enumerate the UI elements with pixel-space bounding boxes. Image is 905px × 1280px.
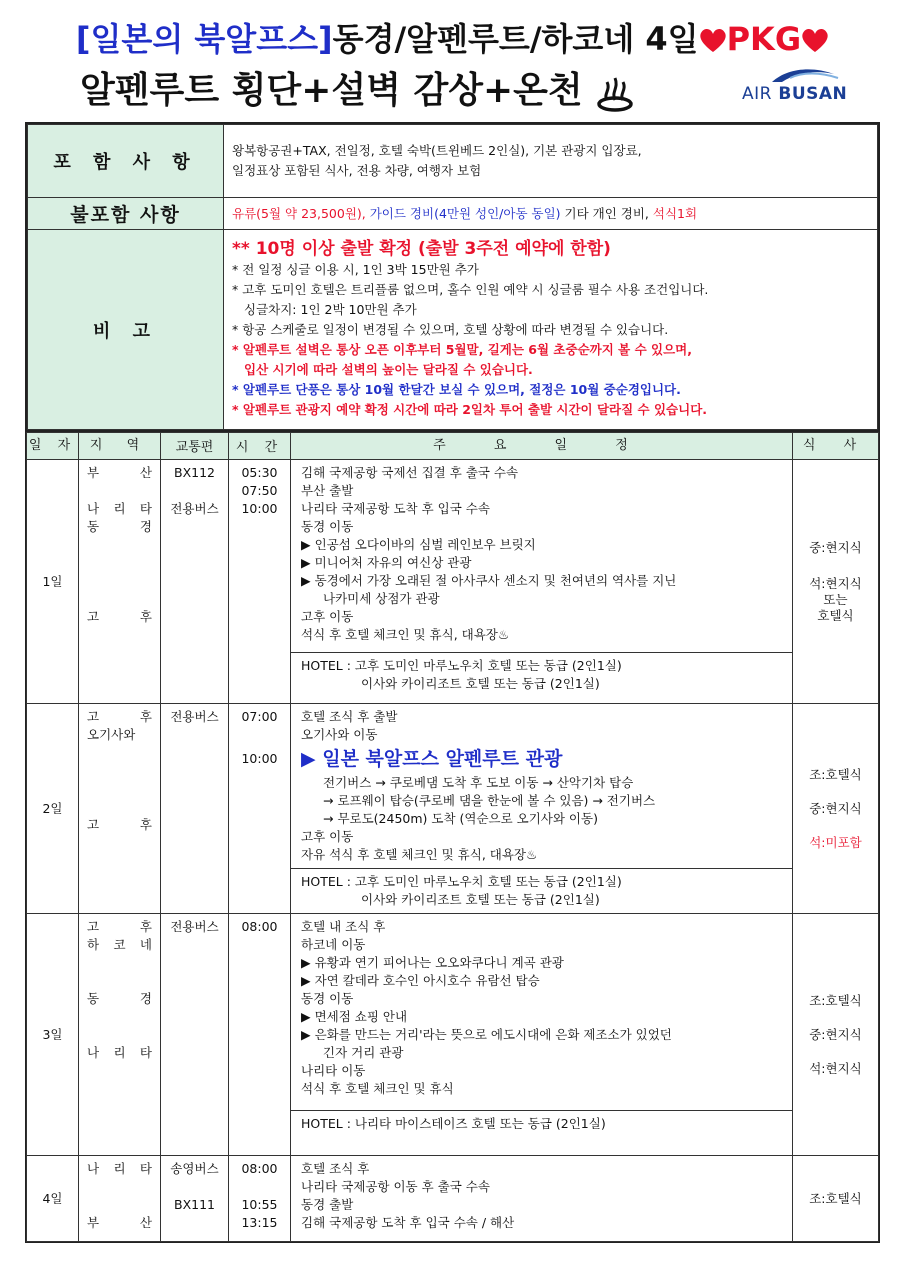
exclude-personal: 기타 개인 경비,: [560, 205, 653, 221]
itinerary-item: ▶ 인공섬 오다이바의 심벌 레인보우 브릿지: [301, 537, 536, 552]
transport-cell: [161, 460, 229, 704]
meal-breakfast: 조:호텔식: [809, 766, 862, 782]
logo-busan: BUSAN: [778, 84, 848, 104]
day-label: 4일: [27, 1156, 79, 1242]
time-value: 10:00: [241, 751, 278, 766]
region-cell: [79, 460, 161, 704]
meal-cell: [793, 1156, 879, 1242]
meal-lunch: 중:현지식: [809, 800, 862, 816]
region-kofu: 고 후: [87, 919, 152, 934]
include-line: 일정표상 포함된 식사, 전용 차량, 여행자 보험: [232, 163, 482, 178]
meal-breakfast: 조:호텔식: [809, 992, 862, 1008]
region-tokyo: 동 경: [87, 991, 152, 1006]
day-row-1: [27, 460, 879, 704]
page-subtitle: [80, 62, 635, 113]
itinerary-cell: [291, 1156, 793, 1242]
itinerary-item: 김해 국제공항 도착 후 입국 수속 / 해산: [301, 1215, 515, 1230]
transport-bus: 전용버스: [170, 501, 219, 516]
logo-air: AIR: [742, 84, 772, 104]
region-hakone: 하 코 네: [87, 937, 152, 952]
hotel-line: 이사와 카이리조트 호텔 또는 동급 (2인1실): [361, 892, 600, 907]
time-cell: [229, 1156, 291, 1242]
page-title: [0, 14, 905, 60]
include-line: 왕복항공권+TAX, 전일정, 호텔 숙박(트윈베드 2인실), 기본 관광지 입장료,: [232, 143, 642, 158]
region-tokyo: 동 경: [87, 519, 152, 534]
region-cell: [79, 914, 161, 1156]
time-value: 10:00: [241, 501, 278, 516]
heart-icon: [699, 27, 727, 53]
itinerary-cell: [291, 704, 793, 914]
schedule-box: [25, 431, 880, 1243]
region-narita: 나 리 타: [87, 501, 152, 516]
itinerary-item: 부산 출발: [301, 483, 354, 498]
itinerary-item: 고후 이동: [301, 829, 354, 844]
itinerary-item: 동경 출발: [301, 1197, 354, 1212]
subtitle-text: 알펜루트 횡단+설벽 감상+온천: [80, 70, 583, 111]
header-day: 일 자: [27, 433, 79, 460]
note-item: 싱글차지: 1인 2박 10만원 추가: [244, 301, 417, 317]
meal-dinner-alt: 또는: [823, 591, 848, 607]
itinerary-item: → 무로도(2450m) 도착 (역순으로 오기사와 이동): [323, 811, 598, 826]
transport-cell: [161, 914, 229, 1156]
time-value: 08:00: [241, 919, 278, 934]
hotel-info: [291, 652, 792, 697]
region-kofu: 고 후: [87, 817, 152, 832]
itinerary-item: 나리타 이동: [301, 1063, 366, 1078]
info-table: [27, 124, 878, 430]
header-transport: 교통편: [161, 433, 229, 460]
notes-content: [224, 230, 878, 430]
header-itinerary: 주 요 일 정: [291, 433, 793, 460]
itinerary-item: 김해 국제공항 국제선 집결 후 출국 수속: [301, 465, 519, 480]
itinerary-item: ▶ 자연 칼데라 호수인 아시호수 유람선 탑승: [301, 973, 540, 988]
hotel-line: HOTEL : 고후 도미인 마루노우치 호텔 또는 동급 (2인1실): [301, 658, 622, 673]
info-box: [25, 122, 880, 432]
hotel-info: [291, 1110, 792, 1137]
note-item: * 고후 도미인 호텔은 트리플룸 없으며, 홀수 인원 예약 시 싱글룸 필수 사용 조건입니다.: [232, 281, 709, 297]
time-value: 05:30: [241, 465, 278, 480]
time-cell: [229, 704, 291, 914]
itinerary-item: 하코네 이동: [301, 937, 366, 952]
transport-cell: [161, 1156, 229, 1242]
note-item: * 전 일정 싱글 이용 시, 1인 3박 15만원 추가: [232, 261, 479, 277]
itinerary-item: 호텔 내 조식 후: [301, 919, 386, 934]
title-pkg: PKG: [726, 20, 802, 58]
transport-bus: 전용버스: [170, 709, 219, 724]
time-cell: [229, 460, 291, 704]
itinerary-item: ▶ 면세점 쇼핑 안내: [301, 1009, 408, 1024]
flight-number: BX112: [174, 465, 215, 480]
hotel-info: [291, 868, 792, 913]
notes-label: 비 고: [28, 230, 224, 430]
hotel-line: HOTEL : 나리타 마이스테이즈 호텔 또는 동급 (2인1실): [301, 1116, 606, 1131]
meal-lunch: 중:현지식: [809, 1026, 862, 1042]
meal-dinner-alt: 호텔식: [817, 607, 854, 623]
itinerary-item: 나카미세 상점가 관광: [323, 591, 440, 606]
time-value: 10:55: [241, 1197, 278, 1212]
header-meal: 식 사: [793, 433, 879, 460]
header-time: 시 간: [229, 433, 291, 460]
exclude-guide: 가이드 경비(4만원 성인/아동 동일): [369, 205, 561, 221]
transport-cell: [161, 704, 229, 914]
region-narita: 나 리 타: [87, 1161, 152, 1176]
itinerary-item: 전기버스 → 쿠로베댐 도착 후 도보 이동 → 산악기차 탑승: [323, 775, 634, 790]
itinerary-item: 동경 이동: [301, 519, 354, 534]
region-cell: [79, 1156, 161, 1242]
air-busan-logo: [742, 64, 852, 110]
itinerary-item: 나리타 국제공항 도착 후 입국 수속: [301, 501, 490, 516]
itinerary-item: 고후 이동: [301, 609, 354, 624]
meal-dinner: 석:현지식: [809, 575, 862, 591]
itinerary-item: 동경 이동: [301, 991, 354, 1006]
day-row-3: [27, 914, 879, 1156]
header-region: 지 역: [79, 433, 161, 460]
meal-breakfast: 조:호텔식: [809, 1190, 862, 1206]
region-kofu: 고 후: [87, 709, 152, 724]
region-busan: 부 산: [87, 1215, 152, 1230]
itinerary-item: 자유 석식 후 호텔 체크인 및 휴식, 대욕장♨: [301, 847, 538, 862]
day-label: 1일: [27, 460, 79, 704]
itinerary-item: ▶ 미니어처 자유의 여신상 관광: [301, 555, 472, 570]
region-busan: 부 산: [87, 465, 152, 480]
exclude-label: 불포함 사항: [28, 198, 224, 230]
day-label: 2일: [27, 704, 79, 914]
note-reservation: * 알펜루트 관광지 예약 확정 시간에 따라 2일차 투어 출발 시간이 달라질 수 있습니다.: [232, 401, 708, 417]
note-foliage: * 알펜루트 단풍은 통상 10월 한달간 보실 수 있으며, 절정은 10월 중순경입니다.: [232, 381, 681, 397]
itinerary-item: 호텔 조식 후: [301, 1161, 370, 1176]
region-ogisawa: 오기사와: [87, 727, 136, 742]
region-cell: [79, 704, 161, 914]
itinerary-cell: [291, 460, 793, 704]
transport-bus: 송영버스: [170, 1161, 219, 1176]
region-kofu: 고 후: [87, 609, 152, 624]
flight-number: BX111: [174, 1197, 215, 1212]
exclude-fuel: 유류(5월 약 23,500원),: [232, 205, 370, 221]
itinerary-item: 석식 후 호텔 체크인 및 휴식, 대욕장♨: [301, 627, 510, 642]
hotel-line: HOTEL : 고후 도미인 마루노우치 호텔 또는 동급 (2인1실): [301, 874, 622, 889]
itinerary-item: ▶ 동경에서 가장 오래된 절 아사쿠사 센소지 및 천여년의 역사를 지닌: [301, 573, 677, 588]
note-item: * 항공 스케줄로 일정이 변경될 수 있으며, 호텔 상황에 따라 변경될 수 있습니다.: [232, 321, 669, 337]
include-content: [224, 125, 878, 198]
note-snow: * 알펜루트 설벽은 통상 오픈 이후부터 5월말, 길게는 6월 초중순까지 볼 수 있으며,: [232, 341, 692, 357]
itinerary-cell: [291, 914, 793, 1156]
day-row-4: [27, 1156, 879, 1242]
heart-icon: [801, 27, 829, 53]
day-row-2: [27, 704, 879, 914]
region-narita: 나 리 타: [87, 1045, 152, 1060]
itinerary-item: 오기사와 이동: [301, 727, 378, 742]
itinerary-item: ▶ 유황과 연기 피어나는 오오와쿠다니 계곡 관광: [301, 955, 564, 970]
time-cell: [229, 914, 291, 1156]
itinerary-item: 긴자 거리 관광: [323, 1045, 404, 1060]
meal-lunch: 중:현지식: [809, 539, 862, 555]
title-route: 동경/알펜루트/하코네 4일: [332, 20, 699, 58]
time-value: 07:50: [241, 483, 278, 498]
hotel-line: 이사와 카이리조트 호텔 또는 동급 (2인1실): [361, 676, 600, 691]
exclude-dinner: 석식1회: [652, 205, 698, 221]
note-snow: 입산 시기에 따라 설벽의 높이는 달라질 수 있습니다.: [244, 361, 533, 377]
exclude-content: [224, 198, 878, 230]
itinerary-highlight: ▶ 일본 북알프스 알펜루트 관광: [301, 748, 563, 770]
meal-cell: [793, 914, 879, 1156]
day-label: 3일: [27, 914, 79, 1156]
transport-bus: 전용버스: [170, 919, 219, 934]
schedule-table: [26, 432, 879, 1242]
itinerary-item: ▶ 은화를 만드는 거리'라는 뜻으로 에도시대에 은화 제조소가 있었던: [301, 1027, 672, 1042]
note-confirm: ** 10명 이상 출발 확정 (출발 3주전 예약에 한함): [232, 238, 611, 259]
itinerary-item: 호텔 조식 후 출발: [301, 709, 398, 724]
time-value: 13:15: [241, 1215, 278, 1230]
itinerary-item: 나리타 국제공항 이동 후 출국 수속: [301, 1179, 490, 1194]
meal-dinner: 석:현지식: [809, 1060, 862, 1076]
include-label: 포 함 사 항: [28, 125, 224, 198]
meal-cell: [793, 460, 879, 704]
onsen-icon: [595, 72, 635, 112]
meal-cell: [793, 704, 879, 914]
meal-dinner: 석:미포함: [809, 834, 862, 850]
time-value: 07:00: [241, 709, 278, 724]
title-region: [일본의 북알프스]: [75, 20, 333, 58]
itinerary-item: → 로프웨이 탑승(쿠로베 댐을 한눈에 볼 수 있음) → 전기버스: [323, 793, 656, 808]
itinerary-item: 석식 후 호텔 체크인 및 휴식: [301, 1081, 454, 1096]
time-value: 08:00: [241, 1161, 278, 1176]
